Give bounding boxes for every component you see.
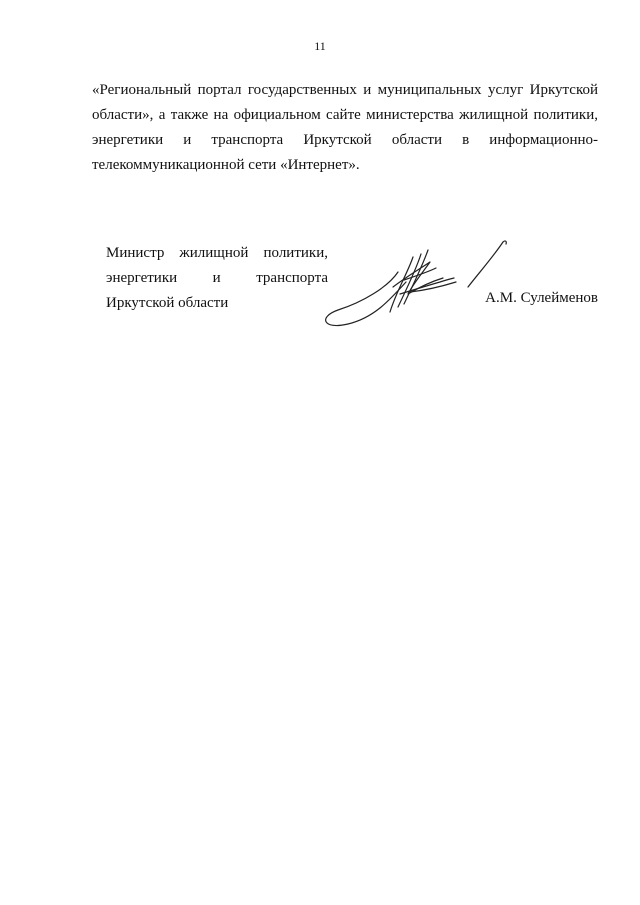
page-number: 11 — [314, 39, 326, 53]
body-line: телекоммуникационной сети «Интернет». — [92, 157, 360, 173]
body-line: области», а также на официальном сайте министерства жилищной политики, — [92, 107, 598, 123]
signer-position-line: Министр жилищной политики, — [106, 245, 328, 261]
body-paragraph — [92, 78, 598, 178]
signer-position-line: Иркутской области — [106, 295, 229, 311]
body-line: энергетики и транспорта Иркутской области в информационно- — [92, 132, 598, 148]
signer-position-line: энергетики и транспорта — [106, 270, 328, 286]
signer-position — [106, 241, 328, 316]
signer-name: А.М. Сулейменов — [485, 290, 598, 306]
body-line: «Региональный портал государственных и муниципальных услуг Иркутской — [92, 82, 598, 98]
handwritten-signature — [318, 232, 518, 332]
